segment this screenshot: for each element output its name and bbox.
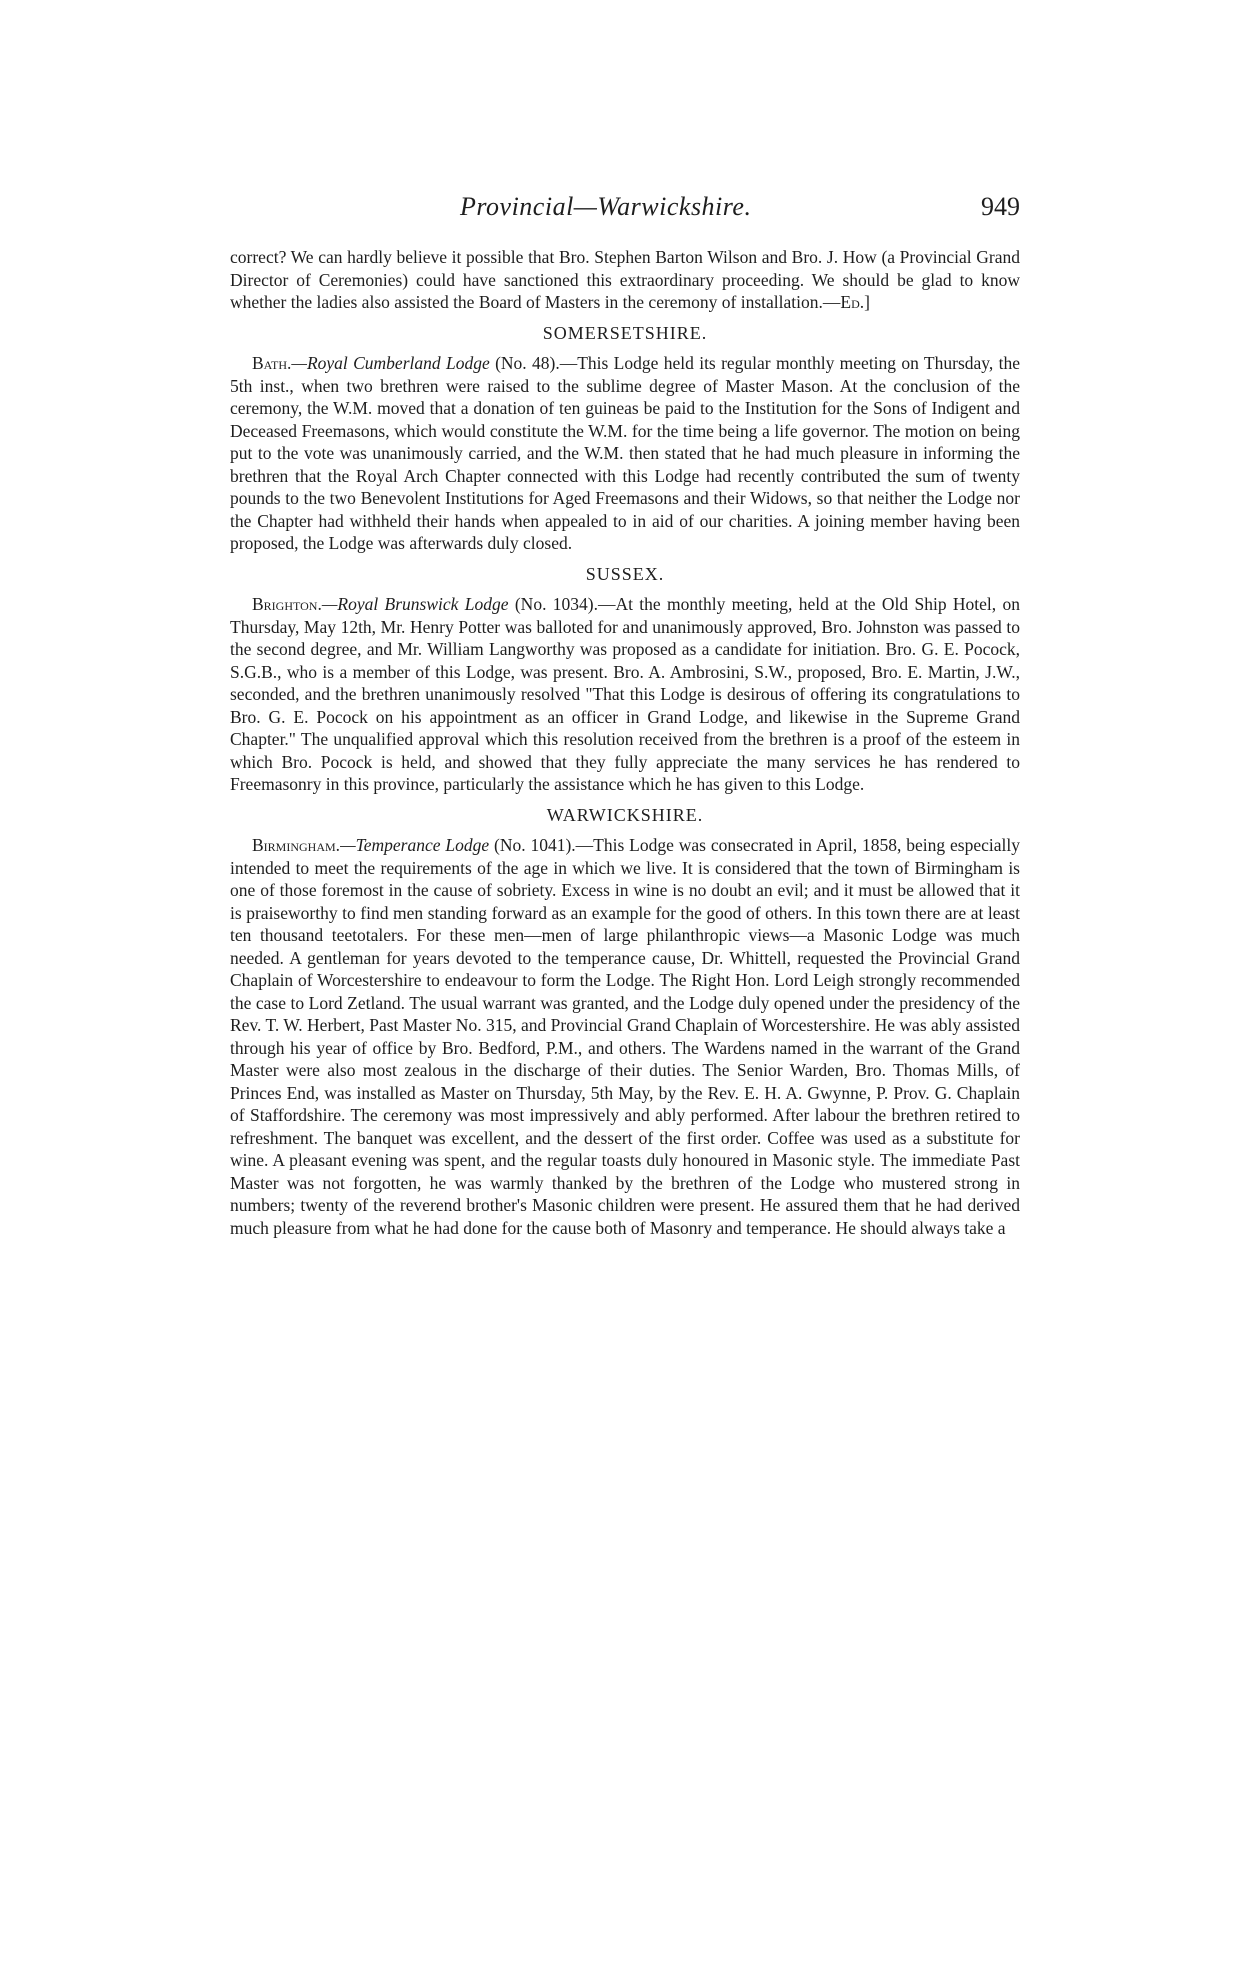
- page-number: 949: [981, 192, 1020, 221]
- intro-paragraph: [230, 246, 1020, 314]
- lodge-name: —Temperance Lodge: [340, 835, 490, 855]
- heading-warwickshire: WARWICKSHIRE.: [546, 804, 704, 825]
- heading-somersetshire: SOMERSETSHIRE.: [542, 322, 708, 343]
- report-text: (No. 1041).—This Lodge was consecrated in April, 1858, being especially intended to meet the requirements of the age in which we live. It is considered that the town of Birmingham is one of those foremost in the cause of sobriety. Excess in wine is no doubt an evil; and it must be allowed that it is praiseworthy to find men standing forward as an example for the good of others. In this town there are at least ten thousand teetotalers. For these men—men of large philanthropic views—a Masonic Lodge was much needed. A gentleman for years devoted to the temperance cause, Dr. Whittell, requested the Provincial Grand Chaplain of Worcestershire to endeavour to form the Lodge. The Right Hon. Lord Leigh strongly recommended the case to Lord Zetland. The usual warrant was granted, and the Lodge duly opened under the presidency of the Rev. T. W. Herbert, Past Master No. 315, and Provincial Grand Chaplain of Worcestershire. He was ably assisted through his year of office by Bro. Bedford, P.M., and others. The Wardens named in the warrant of the Grand Master were also most zealous in the discharge of their duties. The Senior Warden, Bro. Thomas Mills, of Princes End, was installed as Master on Thursday, 5th May, by the Rev. E. H. A. Gwynne, P. Prov. G. Chaplain of Staffordshire. The ceremony was most impressively and ably performed. After labour the brethren retired to refreshment. The banquet was excellent, and the dessert of the first order. Coffee was used as a substitute for wine. A pleasant evening was spent, and the regular toasts duly honoured in Masonic style. The immediate Past Master was not forgotten, he was warmly thanked by the brethren of the Lodge who mustered strong in numbers; twenty of the reverend brother's Masonic children were present. He assured them that he had derived much pleasure from what he had done for the cause both of Masonry and temperance. He should always take a: [230, 835, 1020, 1238]
- somersetshire-paragraph: [230, 352, 1020, 555]
- editor-mark: Ed.]: [840, 292, 870, 312]
- report-text: (No. 1034).—At the monthly meeting, held at the Old Ship Hotel, on Thursday, May 12th, Mr. Henry Potter was balloted for and unanimously approved, Bro. Johnston was passed to the second degree, and Mr. William Langworthy was proposed as a candidate for initiation. Bro. G. E. Pocock, S.G.B., who is a member of this Lodge, was present. Bro. A. Ambrosini, S.W., proposed, Bro. E. Martin, J.W., seconded, and the brethren unanimously resolved "That this Lodge is desirous of offering its congratulations to Bro. G. E. Pocock on his appointment as an officer in Grand Lodge, and likewise in the Supreme Grand Chapter." The unqualified approval which this resolution received from the brethren is a proof of the esteem in which Bro. Pocock is held, and showed that they fully appreciate the many services he has rendered to Freemasonry in this province, particularly the assistance which he has given to this Lodge.: [230, 594, 1020, 794]
- report-text: (No. 48).—This Lodge held its regular monthly meeting on Thursday, the 5th inst., when two brethren were raised to the sublime degree of Master Mason. At the conclusion of the ceremony, the W.M. moved that a donation of ten guineas be paid to the Institution for the Sons of Indigent and Deceased Freemasons, which would constitute the W.M. for the time being a life governor. The motion on being put to the vote was unanimously carried, and the W.M. then stated that he had much pleasure in informing the brethren that the Royal Arch Chapter connected with this Lodge had recently contributed the sum of twenty pounds to the two Benevolent Institutions for Aged Freemasons and their Widows, so that neither the Lodge nor the Chapter had withheld their hands when appealed to in aid of our charities. A joining member having been proposed, the Lodge was afterwards duly closed.: [230, 353, 1020, 553]
- place-name: Birmingham.: [252, 835, 341, 855]
- intro-text: correct? We can hardly believe it possible that Bro. Stephen Barton Wilson and Bro. J. How (a Provincial Grand Director of Ceremonies) could have sanctioned this extraordinary proceeding. We should be glad to know whether the ladies also assisted the Board of Masters in the ceremony of installation.—: [230, 247, 1020, 312]
- article-body: [230, 246, 1020, 1239]
- place-name: Bath.: [252, 353, 292, 373]
- heading-sussex: SUSSEX.: [585, 563, 665, 584]
- warwickshire-paragraph: [230, 834, 1020, 1239]
- place-name: Brighton.: [252, 594, 322, 614]
- page-header: [230, 192, 1020, 232]
- sussex-paragraph: [230, 593, 1020, 796]
- running-title: Provincial—Warwickshire.: [460, 192, 752, 221]
- lodge-name: —Royal Brunswick Lodge: [321, 594, 509, 614]
- lodge-name: —Royal Cumberland Lodge: [291, 353, 490, 373]
